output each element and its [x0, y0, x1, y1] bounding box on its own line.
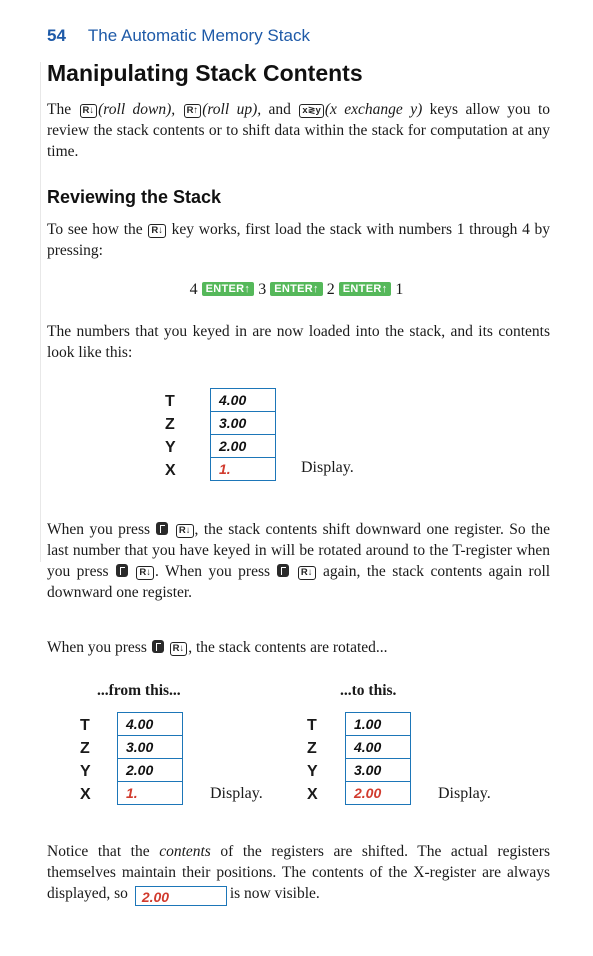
roll-up-text: (roll up),	[202, 101, 262, 118]
stack-cell-y: 2.00	[118, 759, 182, 782]
roll-down-key-icon: R↓	[170, 642, 188, 656]
notice-emphasis: contents	[159, 843, 211, 860]
roll-text: When you press	[47, 521, 151, 538]
rotated-text: When you press	[47, 639, 147, 656]
to-stack-labels	[307, 714, 318, 806]
register-label-y: Y	[165, 439, 176, 456]
key-sequence	[0, 281, 593, 299]
margin-rule	[40, 62, 41, 562]
shift-key-icon	[152, 640, 164, 653]
to-stack-diagram	[345, 712, 411, 805]
notice-text: of the registers are shifted. The actual registers themselves maintain their positions. The contents of the X-register are always displayed, so	[47, 843, 551, 902]
enter-key-icon: ENTER↑	[202, 282, 255, 296]
loaded-paragraph: The numbers that you keyed in are now loaded into the stack, and its contents look like this:	[47, 323, 550, 361]
page-title: Manipulating Stack Contents	[47, 60, 363, 86]
shift-key-icon	[156, 522, 168, 535]
register-label-x: X	[307, 786, 318, 803]
section-text: key works, first load the stack with numbers 1 through 4 by pressing:	[47, 221, 551, 259]
notice-text: Notice that the	[47, 843, 150, 860]
roll-down-text: (roll down),	[98, 101, 176, 118]
roll-down-key-icon: R↓	[136, 566, 154, 580]
register-label-t: T	[80, 717, 90, 734]
roll-text: again, the stack contents again roll downward one register.	[47, 563, 551, 601]
digit-key: 2	[326, 281, 335, 298]
section-paragraph	[47, 219, 550, 261]
stack-cell-t: 4.00	[211, 389, 275, 412]
digit-key: 1	[395, 281, 404, 298]
intro-text: keys allow you to review the stack contents or to shift data within the stack for computation at any time.	[47, 101, 551, 160]
roll-down-key-icon: R↓	[148, 224, 166, 238]
roll-down-key-icon: R↓	[176, 524, 194, 538]
from-stack-labels	[80, 714, 91, 806]
roll-down-key-icon: R↓	[80, 104, 98, 118]
stack-cell-x: 1.	[219, 461, 231, 477]
stack-cell-z: 3.00	[211, 412, 275, 435]
intro-text: The	[47, 101, 72, 118]
section-title: Reviewing the Stack	[47, 187, 222, 207]
digit-key: 4	[189, 281, 198, 298]
from-stack-diagram	[117, 712, 183, 805]
page-header	[47, 26, 310, 46]
roll-text: . When you press	[155, 563, 271, 580]
register-label-t: T	[165, 393, 175, 410]
register-label-z: Z	[307, 740, 317, 757]
stack-cell-y: 3.00	[346, 759, 410, 782]
register-label-y: Y	[80, 763, 91, 780]
to-heading: ...to this.	[340, 682, 397, 699]
page-number: 54	[47, 26, 66, 45]
notice-text: is now visible.	[229, 885, 320, 902]
digit-key: 3	[258, 281, 267, 298]
from-display-label: Display.	[210, 785, 263, 802]
notice-paragraph	[47, 841, 550, 906]
section-text: To see how the	[47, 221, 143, 238]
rotated-text: , the stack contents are rotated...	[188, 639, 388, 656]
enter-key-icon: ENTER↑	[270, 282, 323, 296]
shift-key-icon	[116, 564, 128, 577]
from-heading: ...from this...	[97, 682, 181, 699]
register-label-x: X	[165, 462, 176, 479]
roll-paragraph	[47, 519, 550, 603]
stack-diagram	[210, 388, 276, 481]
rotated-paragraph	[47, 637, 550, 658]
stack-cell-z: 4.00	[346, 736, 410, 759]
intro-paragraph	[47, 99, 550, 162]
x-exchange-y-key-icon: x≷y	[299, 104, 324, 118]
to-display-label: Display.	[438, 785, 491, 802]
x-exchange-text: (x exchange y)	[324, 101, 423, 118]
register-label-x: X	[80, 786, 91, 803]
stack-cell-x: 1.	[126, 785, 138, 801]
shift-key-icon	[277, 564, 289, 577]
stack-cell-t: 1.00	[346, 713, 410, 736]
stack-cell-y: 2.00	[211, 435, 275, 458]
roll-down-key-icon: R↓	[298, 566, 316, 580]
stack-labels	[165, 390, 176, 482]
roll-up-key-icon: R↑	[184, 104, 202, 118]
stack-cell-t: 4.00	[118, 713, 182, 736]
display-label: Display.	[301, 459, 354, 476]
register-label-z: Z	[80, 740, 90, 757]
stack-cell-x: 2.00	[354, 785, 382, 801]
display-box: 2.00	[135, 886, 227, 906]
register-label-y: Y	[307, 763, 318, 780]
intro-text: and	[268, 101, 291, 118]
enter-key-icon: ENTER↑	[339, 282, 392, 296]
register-label-z: Z	[165, 416, 175, 433]
chapter-title: The Automatic Memory Stack	[87, 26, 310, 45]
roll-text: , the stack contents shift downward one register. So the last number that you have keyed in will be rotated around to the T-register when you press	[47, 521, 551, 580]
register-label-t: T	[307, 717, 317, 734]
stack-cell-z: 3.00	[118, 736, 182, 759]
